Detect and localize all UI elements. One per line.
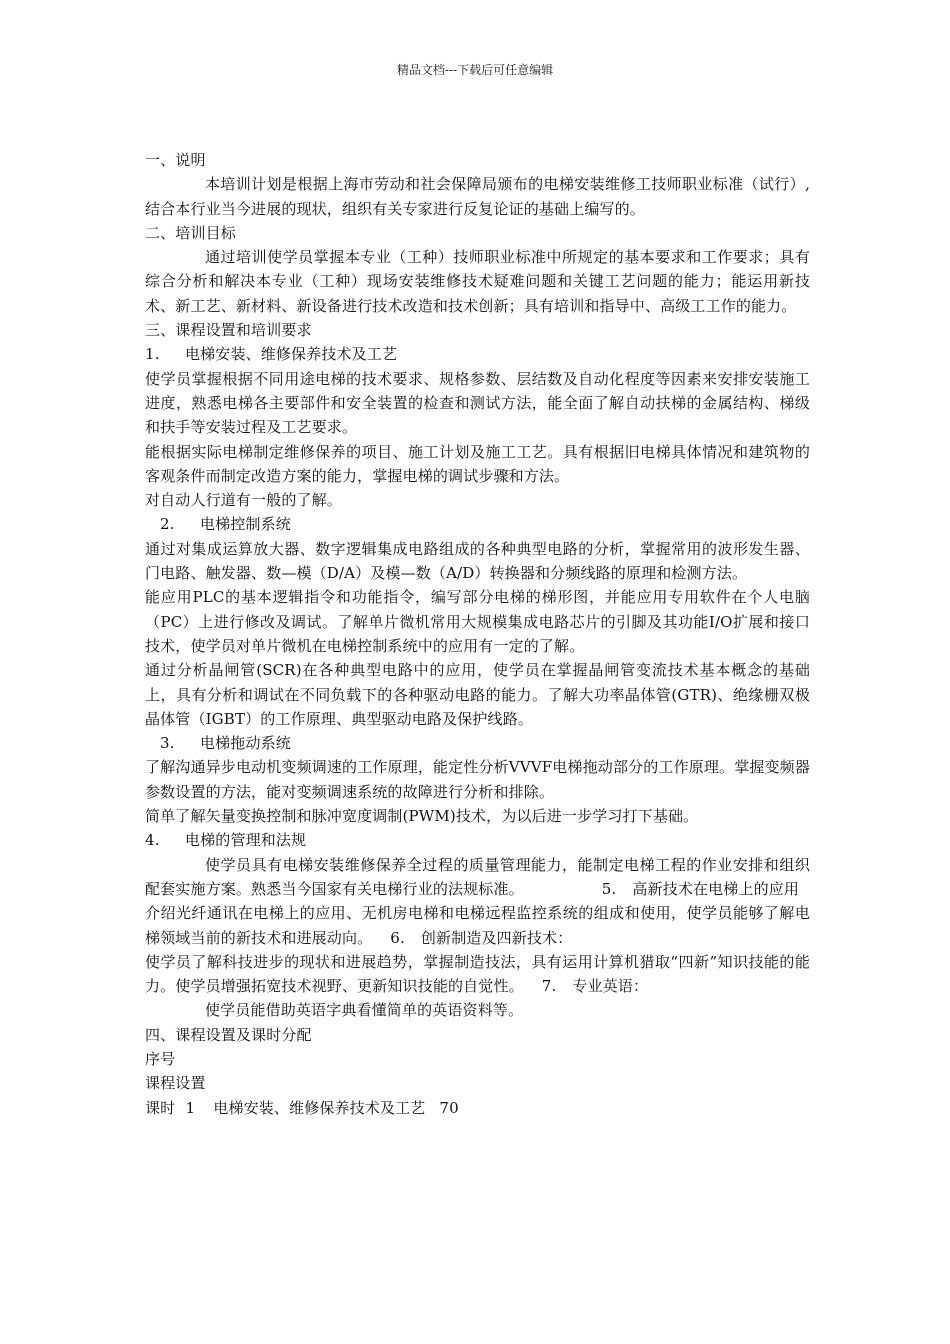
course-2-heading [145, 512, 810, 536]
course-1-paragraph-2: 能根据实际电梯制定维修保养的项目、施工计划及施工工艺。具有根据旧电梯具体情况和建筑物的客观条件而制定改造方案的能力，掌握电梯的调试步骤和方法。 [145, 442, 810, 485]
course-5-title: 高新技术在电梯上的应用 [632, 879, 800, 898]
table-row-hours: 70 [439, 1098, 459, 1117]
course-1-heading [145, 342, 810, 366]
section-2-paragraph: 通过培训使学员掌握本专业（工种）技师职业标准中所规定的基本要求和工作要求；具有综合分析和解决本专业（工种）现场安装维修技术疑难问题和关键工艺问题的能力；能运用新技术、新工艺、新材料、新设备进行技术改造和技术创新；具有培训和指导中、高级工工作的能力。 [145, 248, 810, 315]
course-1-title: 电梯安装、维修保养技术及工艺 [185, 345, 398, 364]
document-body [145, 148, 810, 1120]
course-2-number: 2. [160, 515, 175, 534]
course-2-paragraph-3: 通过分析晶闸管(SCR)在各种典型电路中的应用，使学员在掌握晶闸管变流技术基本概念的基础上，具有分析和调试在不同负载下的各种驱动电路的能力。了解大功率晶体管(GTR)、绝缘栅双极晶体管（IGBT）的工作原理、典型驱动电路及保护线路。 [145, 661, 810, 728]
course-6-text: 使学员了解科技进步的现状和进展趋势，掌握制造技法，具有运用计算机猎取“四新”知识技能的能力。使学员增强拓宽技术视野、更新知识技能的自觉性。 [145, 952, 810, 996]
course-1-number: 1. [145, 345, 160, 364]
course-4-title: 电梯的管理和法规 [185, 831, 307, 850]
course-5-paragraph [145, 901, 810, 950]
course-7-number: 7. [541, 977, 557, 996]
table-row-number: 1 [185, 1098, 196, 1117]
course-3-paragraph-2: 简单了解矢量变换控制和脉冲宽度调制(PWM)技术，为以后进一步学习打下基础。 [145, 807, 699, 826]
course-6-paragraph [145, 950, 810, 999]
course-1-paragraph-1: 使学员掌握根据不同用途电梯的技术要求、规格参数、层结数及自动化程度等因素来安排安装施工进度，熟悉电梯各主要部件和安全装置的检查和测试方法，能全面了解自动扶梯的金属结构、梯级和扶手等安装过程及工艺要求。 [145, 369, 810, 437]
course-3-number: 3. [160, 734, 175, 753]
course-7-title: 专业英语： [572, 977, 649, 996]
table-header-hours: 课时 [145, 1098, 176, 1117]
course-4-number: 4. [145, 831, 160, 850]
course-5-number: 5. [601, 879, 617, 898]
page-header: 精品文档---下载后可任意编辑 [396, 63, 554, 77]
course-2-paragraph-1: 通过对集成运算放大器、数字逻辑集成电路组成的各种典型电路的分析，掌握常用的波形发生器、门电路、触发器、数—模（D/A）及模—数（A/D）转换器和分频线路的原理和检测方法。 [145, 539, 810, 583]
course-7-paragraph: 使学员能借助英语字典看懂简单的英语资料等。 [205, 1001, 524, 1020]
table-row-course: 电梯安装、维修保养技术及工艺 [213, 1098, 426, 1117]
course-1-paragraph-3: 对自动人行道有一般的了解。 [145, 491, 342, 510]
course-3-title: 电梯拖动系统 [200, 734, 291, 753]
course-3-paragraph-1: 了解沟通异步电动机变频调速的工作原理，能定性分析VVVF电梯拖动部分的工作原理。掌握变频器参数设置的方法，能对变频调速系统的故障进行分析和排除。 [145, 758, 810, 801]
course-2-paragraph-2: 能应用PLC的基本逻辑指令和功能指令，编写部分电梯的梯形图，并能应用专用软件在个人电脑（PC）上进行修改及调试。了解单片微机常用大规模集成电路芯片的引脚及其功能I/O扩展和接口技术，使学员对单片微机在电梯控制系统中的应用有一定的了解。 [145, 588, 810, 655]
table-row [145, 1096, 810, 1120]
course-6-title: 创新制造及四新技术： [420, 928, 573, 947]
course-3-heading [145, 731, 810, 755]
table-header-number: 序号 [145, 1049, 176, 1068]
section-1-paragraph: 本培训计划是根据上海市劳动和社会保障局颁布的电梯安装维修工技师职业标准（试行）,结合本行业当今进展的现状，组织有关专家进行反复论证的基础上编写的。 [145, 175, 810, 218]
table-header-course: 课程设置 [145, 1074, 206, 1093]
course-4-heading [145, 828, 810, 852]
course-4-paragraph [145, 853, 810, 902]
course-5-text: 介绍光纤通讯在电梯上的应用、无机房电梯和电梯远程监控系统的组成和使用，使学员能够了解电梯领域当前的新技术和进展动向。 [145, 904, 810, 947]
section-3-title: 三、课程设置和培训要求 [145, 321, 312, 340]
section-4-title: 四、课程设置及课时分配 [145, 1025, 312, 1044]
course-2-title: 电梯控制系统 [200, 515, 291, 534]
section-1-title: 一、说明 [145, 151, 206, 169]
course-4-text: 使学员具有电梯安装维修保养全过程的质量管理能力，能制定电梯工程的作业安排和组织配套实施方案。熟悉当今国家有关电梯行业的法规标准。 [145, 855, 810, 898]
section-2-title: 二、培训目标 [145, 223, 236, 242]
course-6-number: 6. [390, 928, 405, 947]
